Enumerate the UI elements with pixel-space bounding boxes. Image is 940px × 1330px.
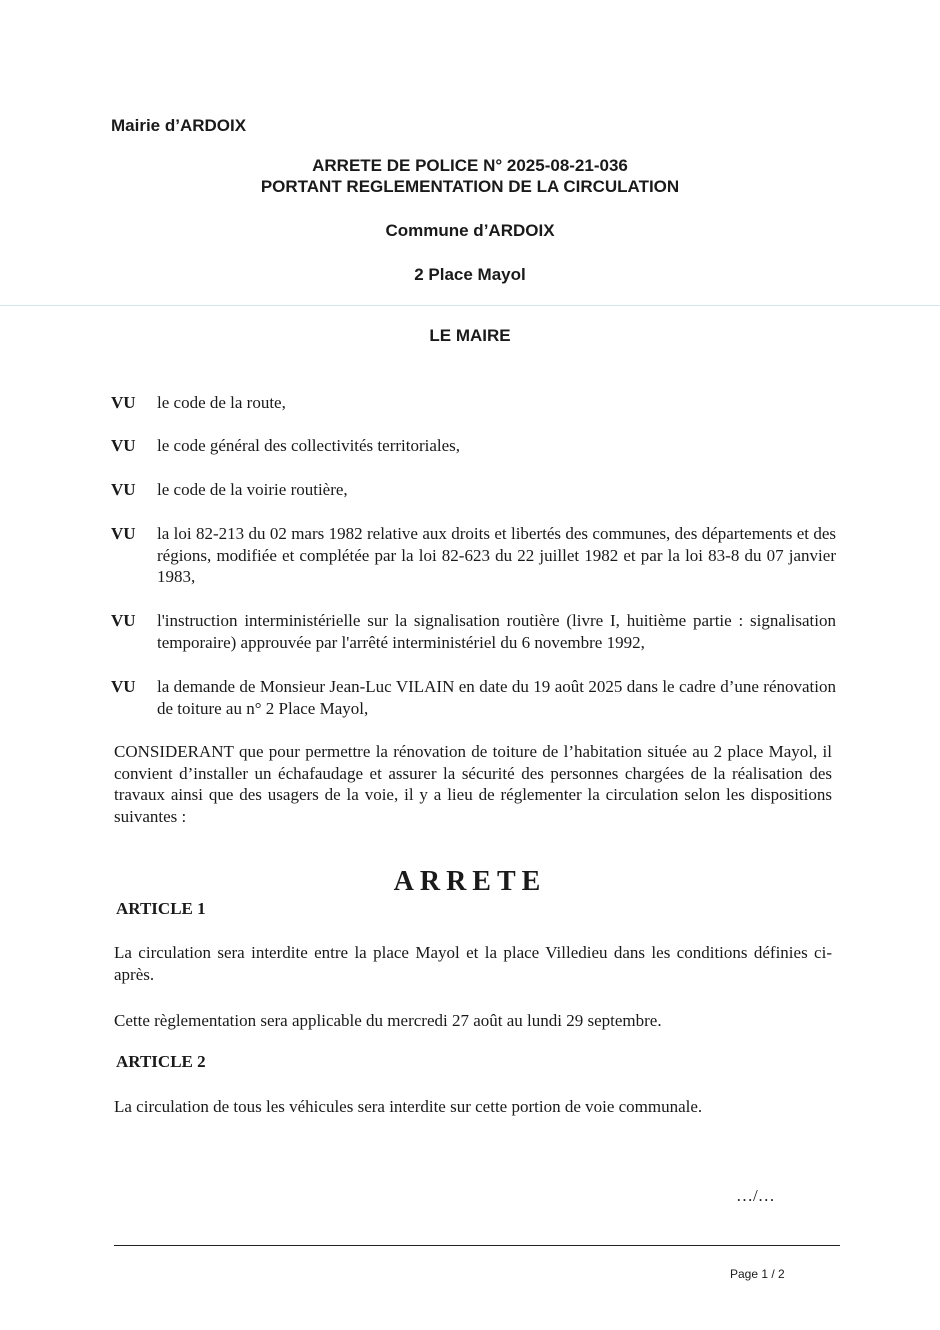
continued-marker: …/… [736, 1186, 775, 1205]
article-1-paragraph: Cette règlementation sera applicable du mercredi 27 août au lundi 29 septembre. [114, 1011, 662, 1030]
vu-item [111, 435, 836, 457]
vu-text: l'instruction interministérielle sur la signalisation routière (livre I, huitième partie : signalisation temporaire) approuvée par l'arrêté interministériel du 6 novembre 1992, [157, 611, 836, 652]
vu-item [111, 479, 836, 501]
vu-keyword: VU [111, 436, 136, 455]
vu-keyword: VU [111, 480, 136, 499]
footer-divider [114, 1245, 840, 1246]
vu-text: le code général des collectivités territoriales, [157, 436, 461, 455]
vu-item [111, 610, 836, 653]
article-1-paragraph: La circulation sera interdite entre la place Mayol et la place Villedieu dans les conditions définies ci-après. [114, 943, 832, 984]
considerant-paragraph: CONSIDERANT que pour permettre la rénovation de toiture de l’habitation située au 2 place Mayol, il convient d’installer un échafaudage et assurer la sécurité des personnes chargées de la réalisation des travaux ainsi que des usagers de la voie, il y a lieu de réglementer la circulation selon les dispositions suivantes : [114, 742, 832, 826]
address-line: 2 Place Mayol [414, 265, 526, 284]
vu-item [111, 676, 836, 719]
vu-keyword: VU [111, 393, 136, 412]
vu-text: le code de la route, [157, 393, 286, 412]
page-number: Page 1 / 2 [730, 1267, 785, 1281]
decree-number-title: ARRETE DE POLICE N° 2025-08-21-036 [312, 156, 628, 175]
scan-artifact-line [0, 305, 940, 306]
vu-text: la demande de Monsieur Jean-Luc VILAIN en date du 19 août 2025 dans le cadre d’une rénovation de toiture au n° 2 Place Mayol, [157, 677, 836, 718]
decree-subject-title: PORTANT REGLEMENTATION DE LA CIRCULATION [260, 177, 680, 196]
vu-keyword: VU [111, 677, 136, 696]
vu-item [111, 392, 836, 414]
vu-keyword: VU [111, 611, 136, 630]
vu-keyword: VU [111, 524, 136, 543]
authority-heading: LE MAIRE [429, 326, 511, 345]
vu-text: la loi 82-213 du 02 mars 1982 relative aux droits et libertés des communes, des départements et des régions, modifiée et complétée par la loi 82-623 du 22 juillet 1982 et par la loi 83-8 du 07 janvier 1983, [157, 524, 836, 586]
commune-name: Commune d’ARDOIX [385, 221, 555, 240]
article-2-paragraph: La circulation de tous les véhicules sera interdite sur cette portion de voie communale. [114, 1097, 703, 1116]
vu-text: le code de la voirie routière, [157, 480, 348, 499]
article-1-heading: ARTICLE 1 [116, 899, 206, 918]
arrete-heading: ARRETE [393, 866, 547, 897]
issuer-name: Mairie d’ARDOIX [111, 116, 247, 135]
vu-item [111, 523, 836, 588]
article-2-heading: ARTICLE 2 [116, 1052, 206, 1071]
